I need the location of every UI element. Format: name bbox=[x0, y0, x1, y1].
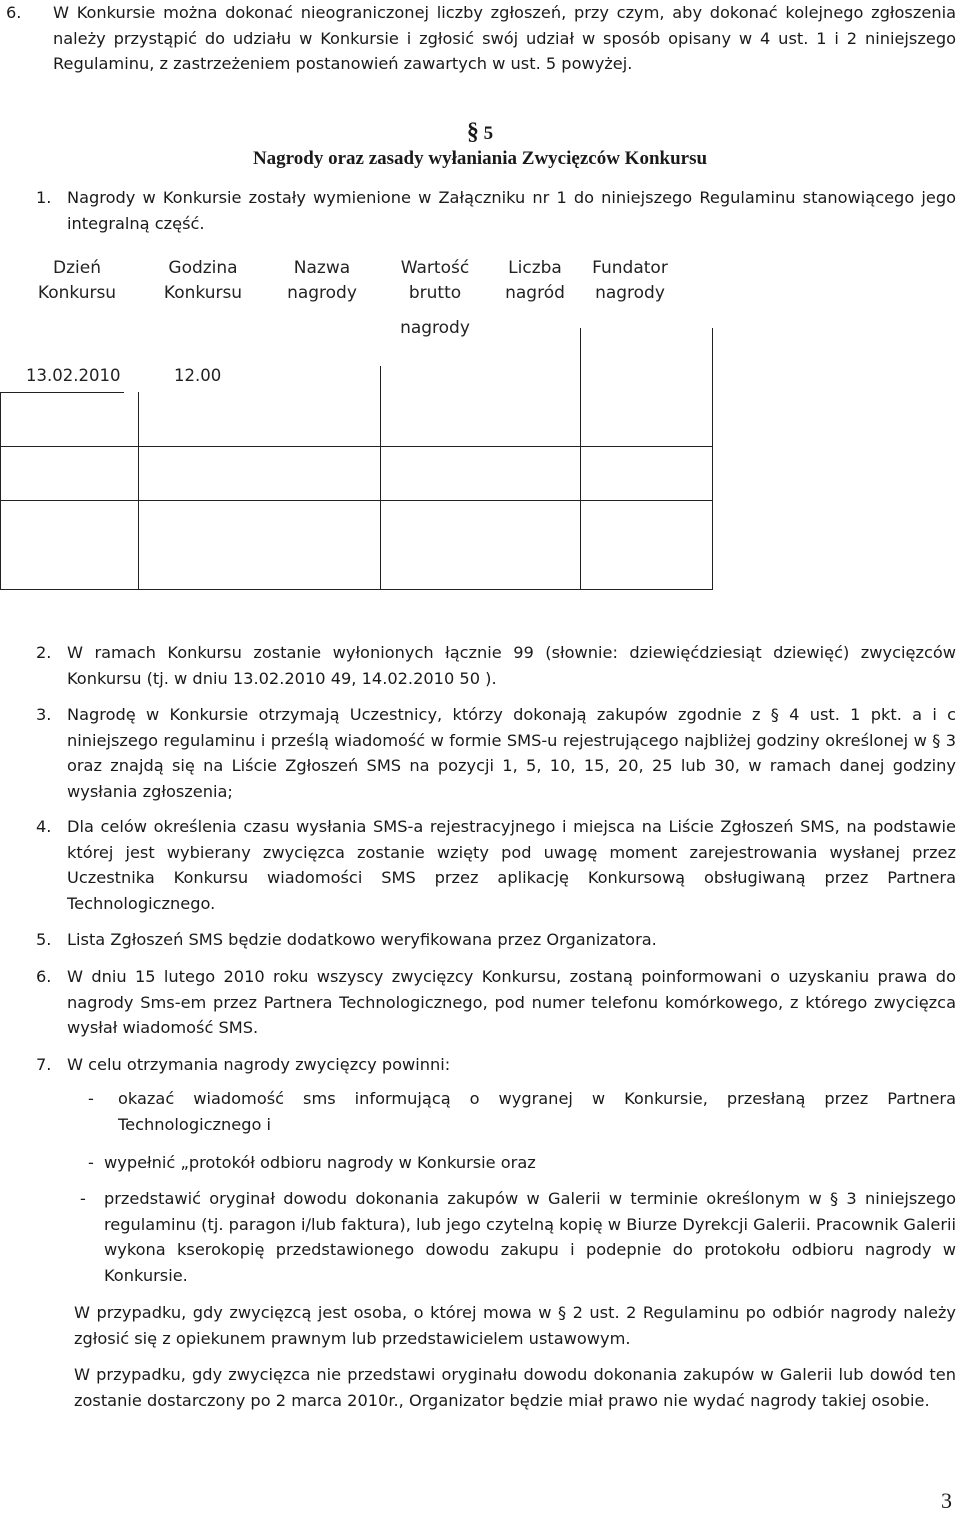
bullet-item bbox=[88, 1086, 956, 1138]
list-item bbox=[0, 964, 960, 1042]
table-line bbox=[580, 328, 581, 590]
table-header-cell bbox=[580, 256, 680, 306]
header-line: Konkursu bbox=[163, 283, 243, 303]
list-item bbox=[0, 927, 960, 953]
list-item bbox=[0, 0, 960, 78]
section-number bbox=[0, 118, 960, 148]
bullet-dash: - bbox=[88, 1153, 94, 1172]
bullet-item bbox=[88, 1150, 956, 1176]
section-number-value: 5 bbox=[483, 123, 494, 144]
closing-paragraph: W przypadku, gdy zwycięzca nie przedstawi oryginału dowodu dokonania zakupów w Galerii lub dowód ten zostanie dostarczony po 2 marca 2010r., Organizator będzie miał prawo nie wydać nagrody takiej osobie. bbox=[74, 1365, 956, 1410]
table-cell-date: 13.02.2010 bbox=[26, 366, 121, 385]
item-text: Dla celów określenia czasu wysłania SMS-a rejestracyjnego i miejsca na Liście Zgłoszeń SMS, na podstawie której jest wybierany zwycięzca zostanie wzięty pod uwagę moment zarejestrowania wysłanej przez Uczestnika Konkursu wiadomości SMS przez aplikację Konkursową obsługiwaną przez Partnera Technologicznego. bbox=[67, 817, 956, 913]
table-line bbox=[0, 500, 712, 501]
bullet-text: przedstawić oryginał dowodu dokonania zakupów w Galerii w terminie określonym w § 3 niniejszego regulaminu (tj. paragon i/lub faktura), lub jego czytelną kopię w Biurze Dyrekcji Galerii. Pracownik Galerii wykona kserokopię przedstawionego dowodu zakupu i podepnie do protokołu odbioru nagrody w Konkursie. bbox=[104, 1189, 956, 1285]
item-number: 5. bbox=[36, 930, 52, 949]
item-number: 7. bbox=[36, 1055, 52, 1074]
section-title: Nagrody oraz zasady wyłaniania Zwycięzców Konkursu bbox=[252, 148, 708, 169]
header-line: nagrody bbox=[287, 283, 357, 303]
table-line bbox=[138, 392, 139, 590]
table-header-cell bbox=[18, 256, 136, 306]
bullet-dash: - bbox=[88, 1089, 94, 1108]
item-text: Lista Zgłoszeń SMS będzie dodatkowo weryfikowana przez Organizatora. bbox=[67, 930, 657, 949]
table-line bbox=[0, 446, 712, 447]
header-line: Wartość bbox=[400, 258, 470, 278]
item-number: 4. bbox=[36, 817, 52, 836]
item-text: Nagrody w Konkursie zostały wymienione w Załączniku nr 1 do niniejszego Regulaminu stanowiącego jego integralną część. bbox=[67, 188, 956, 233]
header-line: nagrody bbox=[400, 318, 470, 338]
bullet-item bbox=[80, 1186, 956, 1290]
table-line bbox=[380, 366, 381, 590]
item-number: 3. bbox=[36, 705, 52, 724]
item-number: 6. bbox=[36, 967, 52, 986]
page-number: 3 bbox=[941, 1488, 952, 1513]
item-text: W dniu 15 lutego 2010 roku wszyscy zwycięzcy Konkursu, zostaną poinformowani o uzyskaniu prawa do nagrody Sms-em przez Partnera Technologicznego, pod numer telefonu komórkowego, z którego zwycięzca wysłał wiadomość SMS. bbox=[67, 967, 956, 1037]
list-item bbox=[0, 640, 960, 692]
header-line: Konkursu bbox=[37, 283, 117, 303]
header-line: brutto bbox=[408, 283, 462, 303]
table-header-cell bbox=[492, 256, 578, 306]
table-cell-time: 12.00 bbox=[174, 366, 222, 385]
header-line: Godzina bbox=[168, 258, 238, 278]
item-text: Nagrodę w Konkursie otrzymają Uczestnicy, którzy dokonają zakupów zgodnie z § 4 ust. 1 pkt. a i c niniejszego regulaminu i prześlą wiadomość w formie SMS-u rejestrującego najbliżej godziny określonej w § 3 oraz znajdą się na Liście Zgłoszeń SMS na pozycji 1, 5, 10, 15, 20, 25 lub 30, w ramach danej godziny wysłania zgłoszenia; bbox=[67, 705, 956, 801]
table-line bbox=[712, 328, 713, 590]
list-item bbox=[0, 185, 960, 237]
prize-table bbox=[18, 248, 712, 590]
item-text: W ramach Konkursu zostanie wyłonionych łącznie 99 (słownie: dziewięćdziesiąt dziewięć) zwycięzców Konkursu (tj. w dniu 13.02.2010 49, 14.02.2010 50 ). bbox=[67, 643, 956, 688]
bullet-text: wypełnić „protokół odbioru nagrody w Konkursie oraz bbox=[104, 1153, 536, 1172]
header-line: Liczba bbox=[508, 258, 562, 278]
table-header-cell bbox=[268, 256, 376, 306]
item-text: W celu otrzymania nagrody zwycięzcy powinni: bbox=[67, 1055, 451, 1074]
table-header-cell bbox=[138, 256, 268, 306]
list-item bbox=[0, 1052, 960, 1078]
table-line bbox=[0, 392, 1, 590]
table-line bbox=[0, 392, 124, 393]
header-line: nagrody bbox=[595, 283, 665, 303]
list-item bbox=[0, 702, 960, 804]
closing-paragraph: W przypadku, gdy zwycięzcą jest osoba, o której mowa w § 2 ust. 2 Regulaminu po odbiór nagrody należy zgłosić się z opiekunem prawnym lub przedstawicielem ustawowym. bbox=[74, 1303, 956, 1348]
header-line: Fundator bbox=[592, 258, 668, 278]
header-line: nagród bbox=[505, 283, 565, 303]
section-symbol: § bbox=[466, 119, 479, 145]
item-number: 2. bbox=[36, 643, 52, 662]
item-text: W Konkursie można dokonać nieograniczonej liczby zgłoszeń, przy czym, aby dokonać kolejnego zgłoszenia należy przystąpić do udziału w Konkursie i zgłosić swój udział w sposób opisany w 4 ust. 1 i 2 niniejszego Regulaminu, z zastrzeżeniem postanowień zawartych w ust. 5 powyżej. bbox=[53, 3, 956, 73]
bullet-dash: - bbox=[80, 1189, 86, 1208]
table-header-cell bbox=[380, 256, 490, 341]
item-number: 1. bbox=[36, 188, 52, 207]
item-number: 6. bbox=[6, 3, 22, 22]
header-line: Nazwa bbox=[293, 258, 351, 278]
header-line: Dzień bbox=[53, 258, 101, 278]
bullet-text: okazać wiadomość sms informującą o wygranej w Konkursie, przesłaną przez Partnera Technologicznego i bbox=[118, 1089, 956, 1134]
table-line bbox=[0, 589, 712, 590]
list-item bbox=[0, 814, 960, 916]
